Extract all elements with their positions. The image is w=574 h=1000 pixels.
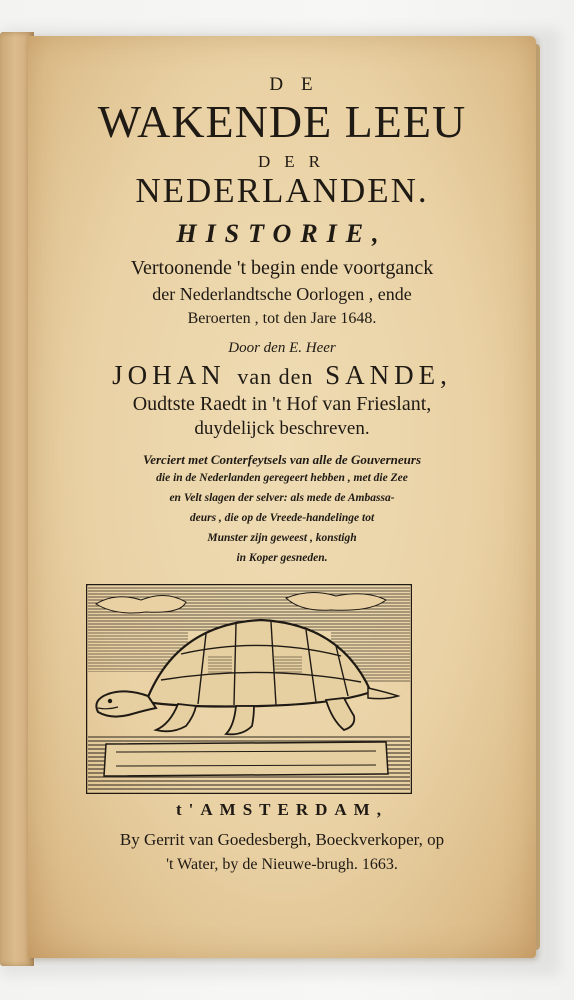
imprint-publisher: By Gerrit van Goedesbergh, Boeckverkoper, op: [119, 830, 445, 849]
caption-line-4: deurs , die op de Vreede-handelinge tot: [189, 512, 375, 524]
book-title: WAKENDE LEEU: [97, 96, 467, 147]
description-line-2: der Nederlandtsche Oorlogen , ende: [152, 284, 412, 304]
caption-line-3: en Velt slagen der selver: als mede de Ambassa-: [169, 492, 395, 504]
title-der: DER: [258, 152, 334, 171]
author-role: Oudtste Raedt in 't Hof van Frieslant,: [132, 393, 432, 415]
description-line-1: Vertoonende 't begin ende voortganck: [130, 257, 434, 279]
caption-line-2: die in de Nederlanden geregeert hebben , met die Zee: [156, 472, 408, 484]
author-prefix: Door den E. Heer: [228, 340, 336, 356]
author-name: [28, 360, 536, 391]
imprint-place: t'AMSTERDAM,: [176, 800, 388, 819]
description-line-3: Beroerten , tot den Jare 1648.: [187, 310, 377, 327]
title-article: DE: [269, 74, 331, 95]
imprint-address-year: 't Water, by de Nieuwe-brugh. 1663.: [166, 856, 398, 873]
genre-heading: HISTORIE,: [176, 219, 388, 248]
caption-line-6: in Koper gesneden.: [236, 552, 328, 564]
author-first-name: JOHAN: [112, 360, 226, 390]
caption-line-5: Munster zijn geweest , konstigh: [207, 532, 357, 544]
title-subject: NEDERLANDEN.: [135, 171, 429, 210]
author-particle: van den: [237, 364, 314, 389]
caption-line-1: Verciert met Conterfeytsels van alle de Gouverneurs: [142, 452, 422, 467]
author-description: duydelijck beschreven.: [194, 418, 370, 439]
tortoise-woodcut-illustration: [86, 584, 412, 794]
author-last-name: SANDE,: [325, 360, 452, 390]
